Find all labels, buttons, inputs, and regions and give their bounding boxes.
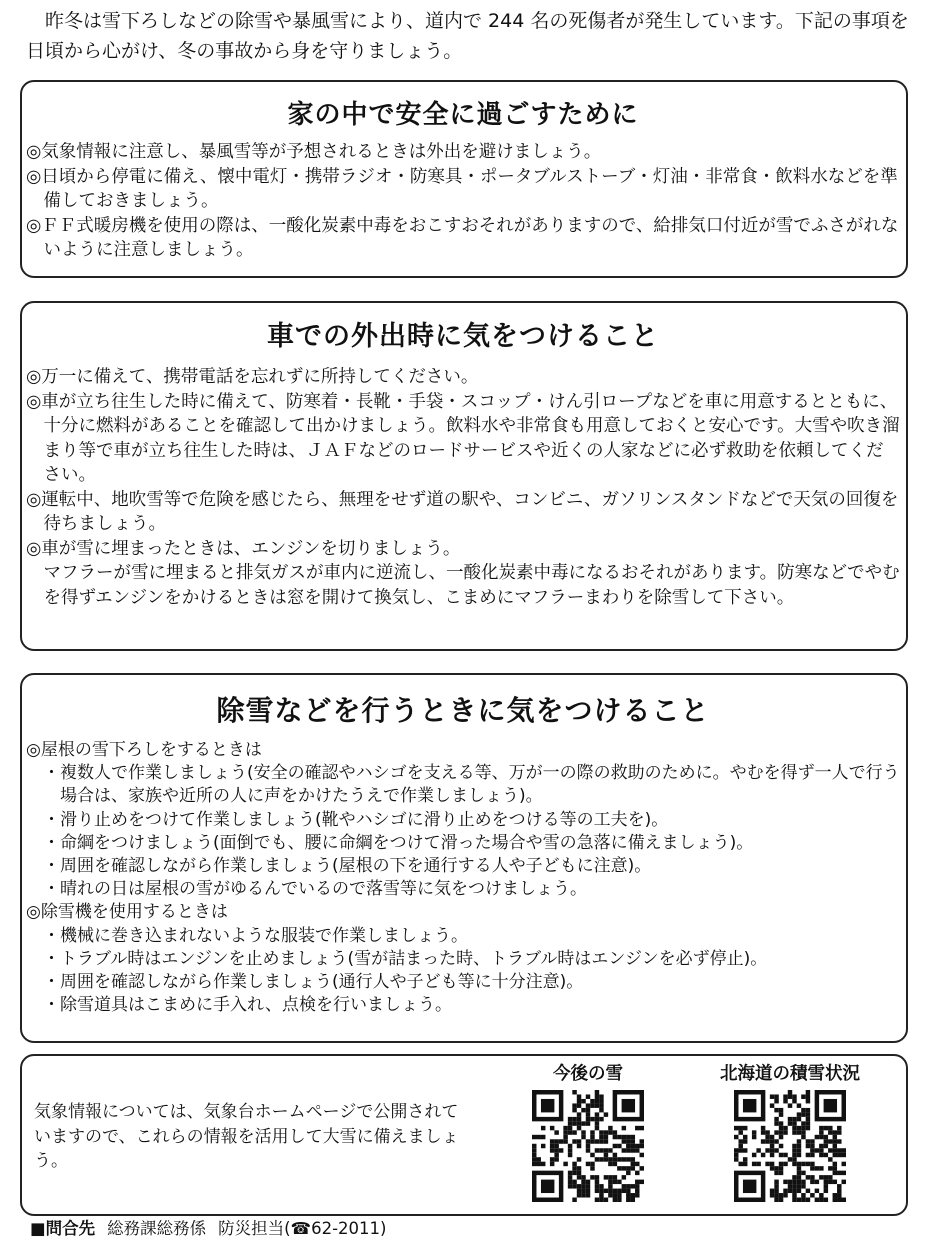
- roof-item: ・周囲を確認しながら作業しましょう(屋根の下を通行する人や子どもに注意)。: [43, 856, 652, 877]
- roof-item: ・晴れの日は屋根の雪がゆるんでいるので落雪等に気をつけましょう。: [43, 879, 587, 900]
- roof-item: ・滑り止めをつけて作業しましょう(靴やハシゴに滑り止めをつける等の工夫を)。: [43, 809, 669, 830]
- contact-lead: ■問合先: [30, 1219, 96, 1238]
- weather-info-box: [20, 1054, 908, 1216]
- machine-item: ・周囲を確認しながら作業しましょう(通行人や子ども等に十分注意)。: [43, 972, 584, 993]
- contact-footer: [30, 1218, 386, 1240]
- contact-department: 総務課総務係: [107, 1219, 207, 1238]
- car-item-muffler-note: マフラーが雪に埋まると排気ガスが車内に逆流し、一酸化炭素中毒になるおそれがあります。防寒などでやむを得ずエンジンをかけるときは窓を開けて換気し、こまめにマフラーまわりを除雪して下さい。: [43, 563, 900, 608]
- machine-item: ・機械に巻き込まれないような服装で作業しましょう。: [43, 925, 468, 946]
- section-snow-title: 除雪などを行うときに気をつけること: [216, 694, 710, 727]
- home-item-weather: ◎気象情報に注意し、暴風雪等が予想されるときは外出を避けましょう。: [26, 142, 602, 162]
- roof-heading: ◎屋根の雪下ろしをするときは: [26, 740, 262, 760]
- contact-person: 防災担当: [218, 1219, 285, 1238]
- intro-paragraph: 昨冬は雪下ろしなどの除雪や暴風雪により、道内で 244 名の死傷者が発生しています。下記の事項を日頃から心がけ、冬の事故から身を守りましょう。: [26, 10, 909, 62]
- machine-heading: ◎除雪機を使用するときは: [26, 902, 228, 923]
- contact-phone: (☎62-2011): [284, 1219, 387, 1238]
- section-car-title: 車での外出時に気をつけること: [267, 321, 659, 352]
- car-item-buried: ◎車が雪に埋まったときは、エンジンを切りましょう。: [26, 538, 461, 559]
- section-car-safety: [20, 301, 908, 651]
- qr-hokkaido-snow-label: 北海道の積雪状況: [720, 1064, 860, 1084]
- machine-item: ・トラブル時はエンジンを止めましょう(雪が詰まった時、トラブル時はエンジンを必ず停止)。: [43, 948, 768, 969]
- machine-item: ・除雪道具はこまめに手入れ、点検を行いましょう。: [43, 995, 453, 1016]
- car-item-stranded: ◎車が立ち往生した時に備えて、防寒着・長靴・手袋・スコップ・けん引ロープなどを車に用意するとともに、十分に燃料があることを確認して出かけましょう。飲料水や非常食も用意しておくと安心です。大雪や吹き溜まり等で車が立ち往生した時は、ＪＡＦなどのロードサービスや近くの人家などに必ず救助を依頼してください。: [26, 391, 900, 485]
- section-home-safety: [20, 80, 908, 278]
- car-item-blizzard: ◎運転中、地吹雪等で危険を感じたら、無理をせず道の駅や、コンビニ、ガソリンスタンドなどで天気の回復を待ちましょう。: [26, 489, 899, 534]
- qr-future-snow-label: 今後の雪: [553, 1064, 623, 1084]
- qr-code-icon[interactable]: [532, 1090, 644, 1202]
- roof-item: ・複数人で作業しましょう(安全の確認やハシゴを支える等、万が一の際の救助のために。やむを得ず一人で行う場合は、家族や近所の人に声をかけたうえで作業しましょう)。: [43, 763, 900, 807]
- weather-info-text: 気象情報については、気象台ホームページで公開されていますので、これらの情報を活用して大雪に備えましょう。: [34, 1102, 459, 1171]
- qr-code-icon[interactable]: [734, 1090, 846, 1202]
- car-item-phone: ◎万一に備えて、携帯電話を忘れずに所持してください。: [26, 367, 479, 387]
- home-item-outage: ◎日頃から停電に備え、懐中電灯・携帯ラジオ・防寒具・ポータブルストーブ・灯油・非常食・飲料水などを準備しておきましょう。: [26, 166, 898, 211]
- roof-item: ・命綱をつけましょう(面倒でも、腰に命綱をつけて滑った場合や雪の急落に備えましょう)。: [43, 832, 754, 853]
- home-item-ff-heater: ◎ＦＦ式暖房機を使用の際は、一酸化炭素中毒をおこすおそれがありますので、給排気口付近が雪でふさがれないように注意しましょう。: [26, 215, 899, 260]
- section-home-title: 家の中で安全に過ごすために: [287, 100, 639, 130]
- qr-hokkaido-snow: [702, 1062, 878, 1202]
- qr-future-snow: [522, 1062, 654, 1202]
- section-snow-removal: [20, 673, 908, 1043]
